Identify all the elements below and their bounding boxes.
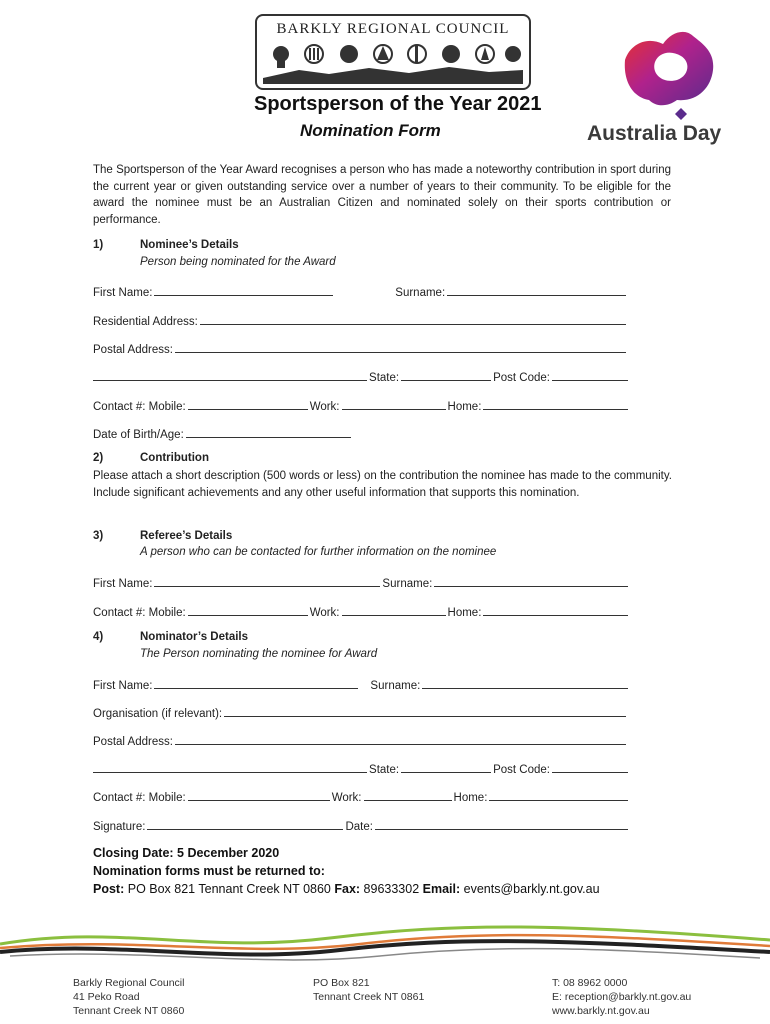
return-details (93, 882, 600, 896)
closing-date: Closing Date: 5 December 2020 (93, 846, 280, 860)
page-subtitle: Nomination Form (300, 121, 441, 140)
nominee-mobile-field[interactable] (188, 398, 308, 410)
surname-label: Surname: (382, 578, 433, 590)
logo-emblems (259, 40, 527, 84)
nominee-first-name-field[interactable] (154, 284, 333, 296)
first-name-label: First Name: (93, 578, 153, 590)
intro-paragraph: The Sportsperson of the Year Award recognises a person who has made a noteworthy contribution in sport during the current year or given outstanding service over a number of years to their community. To be eligible for the award the nominee must be an Australian Citizen and nominated solely on their sports contribution or performance. (93, 164, 671, 226)
nominator-state-field[interactable] (401, 761, 491, 773)
nominator-signature-field[interactable] (147, 818, 343, 830)
section-2-number: 2) (93, 452, 104, 464)
nominee-surname-field[interactable] (447, 284, 626, 296)
home-label: Home: (453, 792, 488, 804)
nominator-first-name-field[interactable] (154, 677, 358, 689)
nominator-state-row (93, 760, 628, 776)
mobile-label: Contact #: Mobile: (93, 401, 186, 413)
nominator-name-row (93, 676, 628, 692)
nominee-home-field[interactable] (483, 398, 628, 410)
nominator-contact-row (93, 788, 628, 804)
referee-surname-field[interactable] (434, 575, 628, 587)
section-4-subtitle: The Person nominating the nominee for Award (140, 648, 378, 660)
work-label: Work: (309, 401, 340, 413)
section-4-number: 4) (93, 631, 104, 643)
nominee-dob-row (93, 425, 353, 441)
nominee-dob-field[interactable] (186, 426, 351, 438)
nominee-work-field[interactable] (342, 398, 446, 410)
surname-label: Surname: (370, 680, 421, 692)
nominee-postal-address-field[interactable] (175, 341, 626, 353)
nominator-postcode-field[interactable] (552, 761, 628, 773)
first-name-label: First Name: (93, 287, 153, 299)
nominee-contact-row (93, 397, 628, 413)
section-4-title: Nominator’s Details (140, 631, 248, 643)
nominator-postal-address-line2-field[interactable] (93, 761, 367, 773)
state-label: State: (369, 372, 400, 384)
footer-line: Barkly Regional Council (73, 977, 185, 989)
section-2-body: Please attach a short description (500 words or less) on the contribution the nominee has made to the community. Include significant achievements and any other useful information that supports this nomination. (93, 470, 672, 499)
post-value: PO Box 821 Tennant Creek NT 0860 (127, 882, 331, 896)
referee-work-field[interactable] (342, 604, 446, 616)
footer-line: 41 Peko Road (73, 991, 140, 1003)
section-3-number: 3) (93, 530, 104, 542)
footer-line: PO Box 821 (313, 977, 370, 989)
footer-website[interactable]: www.barkly.nt.gov.au (552, 1005, 650, 1017)
nominator-mobile-field[interactable] (188, 789, 330, 801)
section-1-subtitle: Person being nominated for the Award (140, 256, 336, 268)
nominator-organisation-field[interactable] (224, 705, 626, 717)
australia-map-icon (585, 22, 735, 122)
referee-home-field[interactable] (483, 604, 628, 616)
section-3-subtitle: A person who can be contacted for further information on the nominee (140, 546, 497, 558)
nominee-name-row (93, 283, 628, 299)
referee-first-name-field[interactable] (154, 575, 380, 587)
organisation-label: Organisation (if relevant): (93, 708, 223, 720)
return-instructions: Nomination forms must be returned to: (93, 864, 325, 878)
fax-value: 89633302 (363, 882, 420, 896)
postcode-label: Post Code: (493, 372, 550, 384)
email-label: Email: (422, 882, 461, 896)
nominee-postal-row (93, 340, 628, 356)
footer-line: Tennant Creek NT 0860 (73, 1005, 185, 1017)
fax-label: Fax: (334, 882, 361, 896)
footer-swoosh-decoration (0, 914, 770, 974)
work-label: Work: (309, 607, 340, 619)
australia-day-logo (585, 22, 735, 152)
section-3-title: Referee’s Details (140, 530, 233, 542)
australia-day-text: Australia Day (587, 122, 722, 145)
nominator-work-field[interactable] (364, 789, 452, 801)
nominee-residential-address-field[interactable] (200, 313, 626, 325)
council-name: BARKLY REGIONAL COUNCIL (276, 21, 510, 37)
nominator-home-field[interactable] (489, 789, 628, 801)
nominee-postcode-field[interactable] (552, 369, 628, 381)
work-label: Work: (331, 792, 362, 804)
section-2-title: Contribution (140, 452, 209, 464)
surname-label: Surname: (395, 287, 446, 299)
footer-phone: T: 08 8962 0000 (552, 977, 628, 989)
nominee-residential-row (93, 312, 628, 328)
nominator-postal-row (93, 732, 628, 748)
nominator-date-field[interactable] (375, 818, 628, 830)
nominator-org-row (93, 704, 628, 720)
page-title: Sportsperson of the Year 2021 (254, 93, 542, 115)
nominator-signature-row (93, 817, 628, 833)
residential-address-label: Residential Address: (93, 316, 198, 328)
footer-line: Tennant Creek NT 0861 (313, 991, 425, 1003)
footer-col-address (73, 976, 184, 1018)
postal-address-label: Postal Address: (93, 344, 173, 356)
post-label: Post: (93, 882, 125, 896)
mobile-label: Contact #: Mobile: (93, 792, 186, 804)
date-label: Date: (345, 821, 373, 833)
postcode-label: Post Code: (493, 764, 550, 776)
referee-name-row (93, 574, 628, 590)
footer-col-postal (313, 976, 424, 1004)
mobile-label: Contact #: Mobile: (93, 607, 186, 619)
barkly-logo (255, 14, 531, 90)
home-label: Home: (447, 607, 482, 619)
nominee-postal-address-line2-field[interactable] (93, 369, 367, 381)
referee-contact-row (93, 603, 628, 619)
nominee-state-field[interactable] (401, 369, 491, 381)
section-1-title: Nominee’s Details (140, 239, 239, 251)
email-link[interactable]: events@barkly.nt.gov.au (463, 882, 600, 896)
nominee-state-row (93, 368, 628, 384)
dob-label: Date of Birth/Age: (93, 429, 184, 441)
nominator-postal-address-field[interactable] (175, 733, 626, 745)
first-name-label: First Name: (93, 680, 153, 692)
footer-email[interactable]: E: reception@barkly.nt.gov.au (552, 991, 692, 1003)
signature-label: Signature: (93, 821, 146, 833)
referee-mobile-field[interactable] (188, 604, 308, 616)
postal-address-label: Postal Address: (93, 736, 173, 748)
section-1-number: 1) (93, 239, 104, 251)
home-label: Home: (447, 401, 482, 413)
state-label: State: (369, 764, 400, 776)
footer-col-contact (552, 976, 691, 1018)
nominator-surname-field[interactable] (422, 677, 628, 689)
